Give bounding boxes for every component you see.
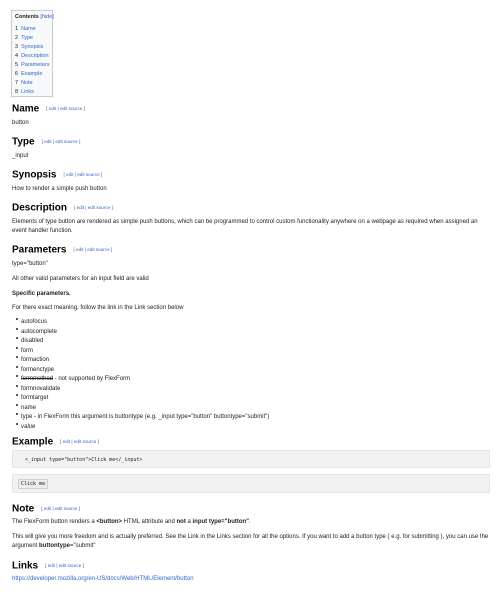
- edit-links: [ edit | edit source ]: [41, 506, 81, 511]
- toc-item-parameters[interactable]: 5 Parameters: [15, 62, 50, 69]
- edit-links: [ edit | edit source ]: [60, 439, 99, 444]
- section-links: [12, 560, 492, 572]
- heading-type: Type [ edit | edit source ]: [12, 136, 81, 148]
- heading-example: Example [ edit | edit source ]: [12, 436, 99, 448]
- edit-links: [ edit | edit source ]: [45, 563, 84, 568]
- section-description: [12, 202, 492, 214]
- edit-links: [ edit | edit source ]: [63, 172, 103, 177]
- mdn-button-link[interactable]: https://developer.mozilla.org/en-US/docs/Web/HTML/Element/button: [12, 576, 194, 582]
- note-line-2: This will give you more freedom and is actually preferred. See the Link in the Links section for all the options. If you want to add a button type ( e.g. for submitting ), you can use the argument buttontype="submit": [12, 534, 489, 549]
- parameters-specific-heading: Specific parameters.: [12, 291, 71, 297]
- note-line-1: The FlexForm button renders a <button> HTML attribute and not a input type="button".: [12, 519, 251, 525]
- section-example: [12, 436, 492, 448]
- toc-title: [15, 14, 54, 21]
- section-type: [12, 136, 492, 148]
- list-item: value: [16, 422, 269, 432]
- edit-links: [ edit | edit source ]: [73, 247, 113, 252]
- edit-link[interactable]: edit: [48, 106, 57, 111]
- example-code-block: [12, 450, 490, 468]
- edit-link[interactable]: edit: [44, 139, 52, 144]
- parameters-list: [16, 317, 269, 431]
- heading-parameters: Parameters [ edit | edit source ]: [12, 244, 113, 256]
- example-code: <_input type="button">Click me</_input>: [25, 457, 143, 463]
- toc-list: [15, 25, 49, 97]
- edit-link[interactable]: edit: [66, 172, 74, 177]
- toc-item-links[interactable]: 8 Links: [15, 89, 34, 96]
- edit-source-link[interactable]: edit source: [73, 439, 97, 444]
- toc-item-note[interactable]: 7 Note: [15, 80, 33, 87]
- edit-link[interactable]: edit: [47, 563, 56, 568]
- type-value: _input: [12, 153, 29, 159]
- heading-description: Description [ edit | edit source ]: [12, 202, 113, 214]
- example-result-block: [12, 474, 490, 493]
- edit-link[interactable]: edit: [62, 439, 71, 444]
- name-value: button: [12, 120, 29, 126]
- table-of-contents: [11, 10, 53, 97]
- list-item: formtarget: [16, 393, 269, 403]
- toc-item-example[interactable]: 6 Example: [15, 71, 43, 78]
- heading-note: Note [ edit | edit source ]: [12, 503, 81, 515]
- list-item: formaction: [16, 355, 269, 365]
- edit-source-link[interactable]: edit source: [87, 205, 111, 210]
- click-me-button[interactable]: Click me: [18, 479, 48, 489]
- toc-item-synopsis[interactable]: 3 Synopsis: [15, 44, 44, 51]
- edit-source-link[interactable]: edit source: [54, 506, 78, 511]
- section-note: [12, 503, 492, 515]
- list-item: formenctype: [16, 365, 269, 375]
- edit-source-link[interactable]: edit source: [59, 106, 83, 111]
- list-item: formmethod - not supported by FlexForm: [16, 374, 269, 384]
- toc-item-type[interactable]: 2 Type: [15, 35, 33, 42]
- edit-source-link[interactable]: edit source: [55, 139, 78, 144]
- description-value: Elements of type button are rendered as simple push buttons, which can be programmed to control custom functionality anywhere on a webpage as required when assigned an event handler function.: [12, 219, 478, 234]
- toc-item-description[interactable]: 4 Description: [15, 53, 49, 60]
- edit-source-link[interactable]: edit source: [58, 563, 82, 568]
- toc-title-text: Contents: [15, 14, 39, 20]
- section-name: [12, 103, 492, 115]
- heading-synopsis: Synopsis [ edit | edit source ]: [12, 169, 103, 181]
- list-item: name: [16, 403, 269, 413]
- edit-source-link[interactable]: edit source: [87, 247, 110, 252]
- edit-links: [ edit | edit source ]: [46, 106, 86, 111]
- heading-links: Links [ edit | edit source ]: [12, 560, 84, 572]
- list-item: formnovalidate: [16, 384, 269, 394]
- list-item: disabled: [16, 336, 269, 346]
- edit-link[interactable]: edit: [43, 506, 52, 511]
- edit-links: [ edit | edit source ]: [74, 205, 113, 210]
- synopsis-value: How to render a simple push button: [12, 186, 107, 192]
- parameters-valid-line: All other valid parameters for an input field are valid: [12, 276, 149, 282]
- formmethod-strikethrough: formmethod: [21, 376, 54, 382]
- edit-link[interactable]: edit: [76, 247, 84, 252]
- edit-link[interactable]: edit: [76, 205, 84, 210]
- heading-name: Name [ edit | edit source ]: [12, 103, 86, 115]
- parameters-follow-line: For there exact meaning, follow the link in the Link section below: [12, 305, 184, 311]
- toc-item-name[interactable]: 1 Name: [15, 26, 36, 33]
- edit-source-link[interactable]: edit source: [77, 172, 100, 177]
- list-item: form: [16, 346, 269, 356]
- list-item: type - in FlexForm this argument is buttontype (e.g. _input type="button" buttontype="submit"): [16, 412, 269, 422]
- section-parameters: [12, 244, 492, 256]
- list-item: autofocus: [16, 317, 269, 327]
- list-item: autocomplete: [16, 327, 269, 337]
- toc-hide-link[interactable]: [hide]: [40, 14, 54, 20]
- section-synopsis: [12, 169, 492, 181]
- edit-links: [ edit | edit source ]: [41, 139, 81, 144]
- parameters-type-line: type="button": [12, 261, 48, 267]
